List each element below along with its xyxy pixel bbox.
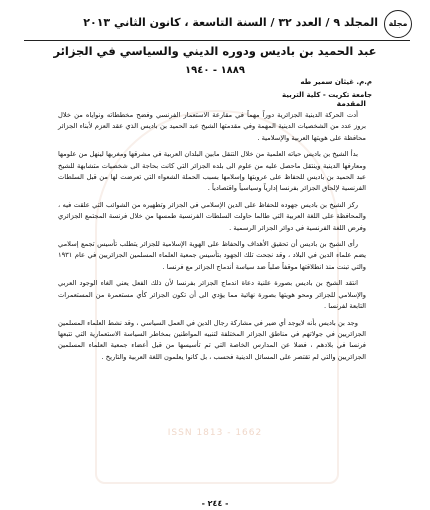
header-divider: [24, 40, 410, 41]
article-title: عبد الحميد بن باديس ودوره الديني والسياسي في الجزائر: [53, 44, 377, 58]
journal-header: [24, 10, 418, 38]
journal-info: المجلد ٩ / العدد ٣٢ / السنة التاسعة ، كانون الثاني ٢٠١٣: [83, 16, 378, 29]
article-years: ١٨٨٩ - ١٩٤٠: [185, 65, 245, 76]
paragraph: رأى الشيخ بن باديس أن تحقيق الأهداف والحفاظ على الهوية الإسلامية للجزائر يتطلب تأسيس تجمع إسلامي يضم علماء الدين في البلاد ، وقد نجحت تلك الجهود بتأسيس جمعية العلماء المسلمين الجزائريين في عام ١٩٣١ والتي تبنت منذ انطلاقتها موقفاً صلباً ضد سياسة أندماج الجزائر مع فرنسا .: [58, 240, 366, 271]
paragraph: أدت الحركة الدينية الجزائرية دوراً مهماً في مقارعة الاستعمار الفرنسي وفضح مخططاته ونواياه من خلال بروز عدد من الشخصيات الدينية المهمة وفي مقدمتها الشيخ عبد الحميد بن باديس الذي عقد العزم لأبناء الجزائر محافظة على هويتها العربية والإسلامية .: [58, 111, 366, 142]
author-name: م.م. غيثان سمير طه: [300, 78, 372, 86]
journal-logo: [384, 10, 412, 38]
paragraph: انتقد الشيخ بن باديس بصورة علنية دعاة اندماج الجزائر بفرنسا لأن ذلك الفعل يعني الغاء الوجود العربي والإسلامي للجزائر ومحو هويتها بصورة نهائية مما يؤدي الى أن تكون الجزائر كأي مستعمرة من المستعمرات التابعة لفرنسا .: [58, 279, 366, 311]
paragraph: ركز الشيخ بن باديس جهوده للحفاظ على الدين الإسلامي في الجزائر وتطهيره من الشوائب التي علقت فيه ، والمحافظة على اللغة العربية التي طالما حاولت السلطات الفرنسية طمسها من خلال فرنسة المجتمع الجزائري وفرض اللغة الفرنسية في دوائر الجزائر الرسمية .: [58, 200, 366, 232]
watermark-issn: ISSN 1813 - 1662: [167, 428, 263, 438]
paragraph: بدأ الشيخ بن باديس حياته العلمية من خلال التنقل مابين البلدان العربية في مشرقها ومغربها لينهل من علومها ومعارفها الدينية وينتقل ماحصل عليه من علوم الى بلده الجزائر التي كانت بحاجة الى شخصيات متشابهة للشيخ عبد الحميد بن باديس للحفاظ على عروبتها وإسلامها بسبب الحملة الشعواء التي تعرضت لها من قبل السلطات الفرنسية لإلحاق الجزائر بفرنسا إدارياً وسياسياً واقتصادياً .: [58, 150, 366, 193]
paragraph: وجد بن باديس بأنه لايوجد أي ضير في مشاركة رجال الدين في العمل السياسي ، وقد نشط العلماء المسلمين الجزائريين في جولاتهم في مناطق الجزائر المختلفة لتنبيه المواطنين بمخاطر السياسة الاستعمارية التي تتبعها فرنسا في بلادهم ، فضلا عن المدارس الخاصة التي تم تأسيسها من قبل أعضاء جمعية العلماء المسلمين الجزائريين والتي لم تقتصر على المسائل الدينية فحسب ، بل كانوا يعلمون اللغة العربية والتاريخ .: [58, 318, 366, 361]
section-heading: المقدمة: [336, 99, 366, 108]
article-body: [58, 110, 366, 368]
page-number: - ٢٤٤ -: [201, 499, 229, 508]
logo-text: مجلة: [388, 19, 408, 28]
author-affiliation: جامعة تكريت - كلية التربية: [282, 91, 372, 99]
